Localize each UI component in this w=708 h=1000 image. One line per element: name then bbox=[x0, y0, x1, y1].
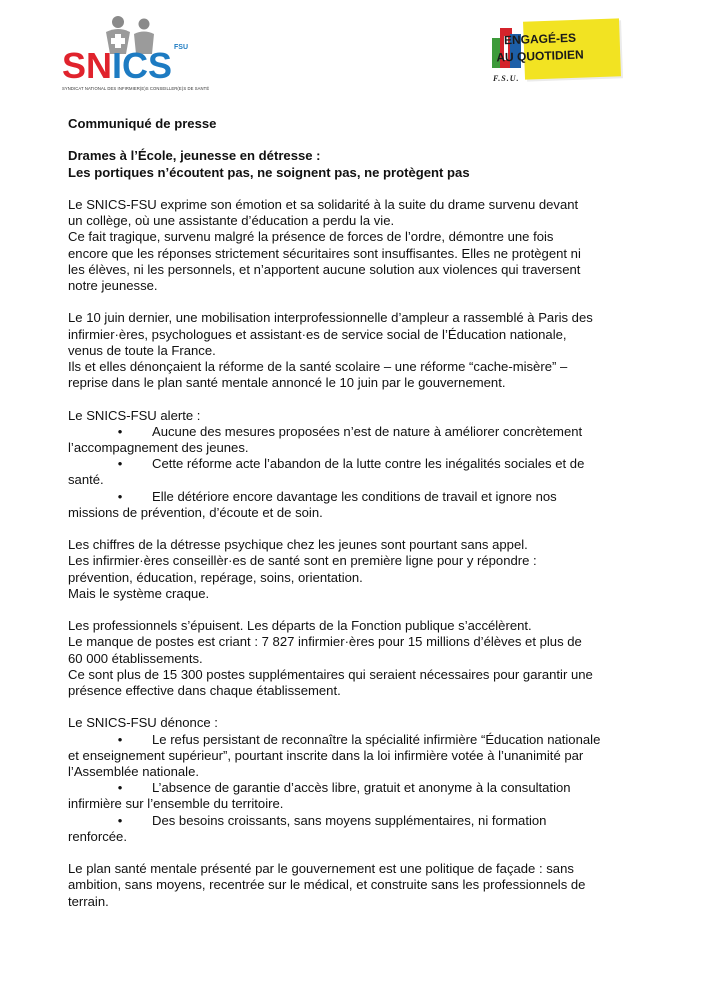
bullet-item: •Cette réforme acte l’abandon de la lutte contre les inégalités sociales et de bbox=[68, 456, 648, 472]
paragraph-solidarity bbox=[68, 197, 648, 294]
bullet-icon bbox=[68, 424, 152, 440]
text-line: Les infirmier·ères conseillèr·es de santé sont en première ligne pour y répondre : bbox=[68, 553, 537, 569]
bullet-icon bbox=[68, 732, 152, 748]
text-line: Ce fait tragique, survenu malgré la présence de forces de l’ordre, démontre une fois bbox=[68, 229, 554, 245]
text-line: les élèves, ni les personnels, et n’apportent aucune solution aux violences qui traversent bbox=[68, 261, 581, 277]
text-line: reprise dans le plan santé mentale annoncé le 10 juin par le gouvernement. bbox=[68, 375, 506, 391]
fsu-label: F.S.U. bbox=[493, 74, 520, 83]
text-line: notre jeunesse. bbox=[68, 278, 158, 293]
snics-wordmark: SNICS bbox=[62, 45, 173, 86]
text-line: un collège, où une assistante d’éducation a perdu la vie. bbox=[68, 213, 395, 229]
bullet-icon bbox=[68, 780, 152, 796]
text-line: Ce sont plus de 15 300 postes supplémentaires qui seraient nécessaires pour garantir une bbox=[68, 666, 593, 682]
text-line: prévention, éducation, repérage, soins, orientation. bbox=[68, 569, 363, 585]
alerte-intro: Le SNICS-FSU alerte : bbox=[68, 407, 201, 423]
text-line: terrain. bbox=[68, 893, 109, 909]
bullet-item: •Aucune des mesures proposées n’est de nature à améliorer concrètement bbox=[68, 424, 648, 440]
text-line: Les professionnels s’épuisent. Les départs de la Fonction publique s’accélèrent. bbox=[68, 618, 532, 634]
text-line: encore que les réponses strictement sécuritaires sont insuffisantes. Elles ne protègent ni bbox=[68, 245, 581, 261]
snics-fsu-badge: FSU bbox=[174, 44, 188, 51]
text-line: Le 10 juin dernier, une mobilisation interprofessionnelle d’ampleur a rassemblé à Paris des bbox=[68, 310, 593, 326]
headline-line-1: Drames à l’École, jeunesse en détresse : bbox=[68, 148, 321, 164]
text-line: présence effective dans chaque établissement. bbox=[68, 683, 341, 699]
bullet-icon bbox=[68, 456, 152, 472]
text-line: Le plan santé mentale présenté par le gouvernement est une politique de façade : sans bbox=[68, 861, 574, 877]
fsu-logo bbox=[490, 18, 625, 90]
paragraph-conclusion bbox=[68, 861, 648, 910]
denonce-intro: Le SNICS-FSU dénonce : bbox=[68, 715, 218, 731]
text-line: venus de toute la France. bbox=[68, 342, 216, 358]
denonce-section bbox=[68, 715, 648, 845]
bullet-item: •Le refus persistant de reconnaître la spécialité infirmière “Éducation nationale bbox=[68, 732, 648, 748]
text-line: l’accompagnement des jeunes. bbox=[68, 440, 249, 455]
text-line: santé. bbox=[68, 472, 104, 488]
text-line: infirmier·ères, psychologues et assistant·es de service social de l’Éducation nationale, bbox=[68, 326, 567, 342]
bullet-icon bbox=[68, 813, 152, 829]
text-line: 60 000 établissements. bbox=[68, 650, 203, 666]
bullet-item: •Elle détériore encore davantage les conditions de travail et ignore nos bbox=[68, 489, 648, 505]
slogan-line-1: ENGAGÉ-ES bbox=[503, 30, 577, 48]
text-line: ambition, sans moyens, recentrée sur le médical, et construite sans les professionnels de bbox=[68, 877, 586, 893]
text-line: Mais le système craque. bbox=[68, 585, 210, 601]
text-line: et enseignement supérieur”, pourtant inscrite dans la loi infirmière votée à l’unanimité par bbox=[68, 747, 584, 763]
headline-line-2: Les portiques n’écoutent pas, ne soignent pas, ne protègent pas bbox=[68, 164, 470, 180]
document-label: Communiqué de presse bbox=[68, 116, 217, 131]
paragraph-mobilisation bbox=[68, 310, 648, 391]
text-line: renforcée. bbox=[68, 828, 127, 844]
press-release-body bbox=[68, 116, 648, 910]
bullet-item: •Des besoins croissants, sans moyens supplémentaires, ni formation bbox=[68, 813, 648, 829]
text-line: infirmière sur l’ensemble du territoire. bbox=[68, 796, 284, 812]
bullet-item: •L’absence de garantie d’accès libre, gratuit et anonyme à la consultation bbox=[68, 780, 648, 796]
paragraph-postes bbox=[68, 618, 648, 699]
text-line: Ils et elles dénonçaient la réforme de la santé scolaire – une réforme “cache-misère” – bbox=[68, 359, 568, 374]
text-line: Le SNICS-FSU exprime son émotion et sa solidarité à la suite du drame survenu devant bbox=[68, 196, 579, 212]
text-line: l’Assemblée nationale. bbox=[68, 764, 200, 780]
bullet-icon bbox=[68, 489, 152, 505]
alerte-section bbox=[68, 408, 648, 521]
slogan-line-2: AU QUOTIDIEN bbox=[496, 47, 584, 65]
paragraph-detresse bbox=[68, 537, 648, 602]
text-line: missions de prévention, d’écoute et de soin. bbox=[68, 504, 323, 520]
text-line: Les chiffres de la détresse psychique chez les jeunes sont pourtant sans appel. bbox=[68, 537, 528, 553]
snics-subtitle: SYNDICAT NATIONAL DES INFIRMIER(E)S CONSEILLER(E)S DE SANTÉ bbox=[62, 86, 210, 91]
text-line: Le manque de postes est criant : 7 827 infirmier·ères pour 15 millions d’élèves et plus de bbox=[68, 634, 582, 650]
snics-logo bbox=[60, 14, 210, 100]
